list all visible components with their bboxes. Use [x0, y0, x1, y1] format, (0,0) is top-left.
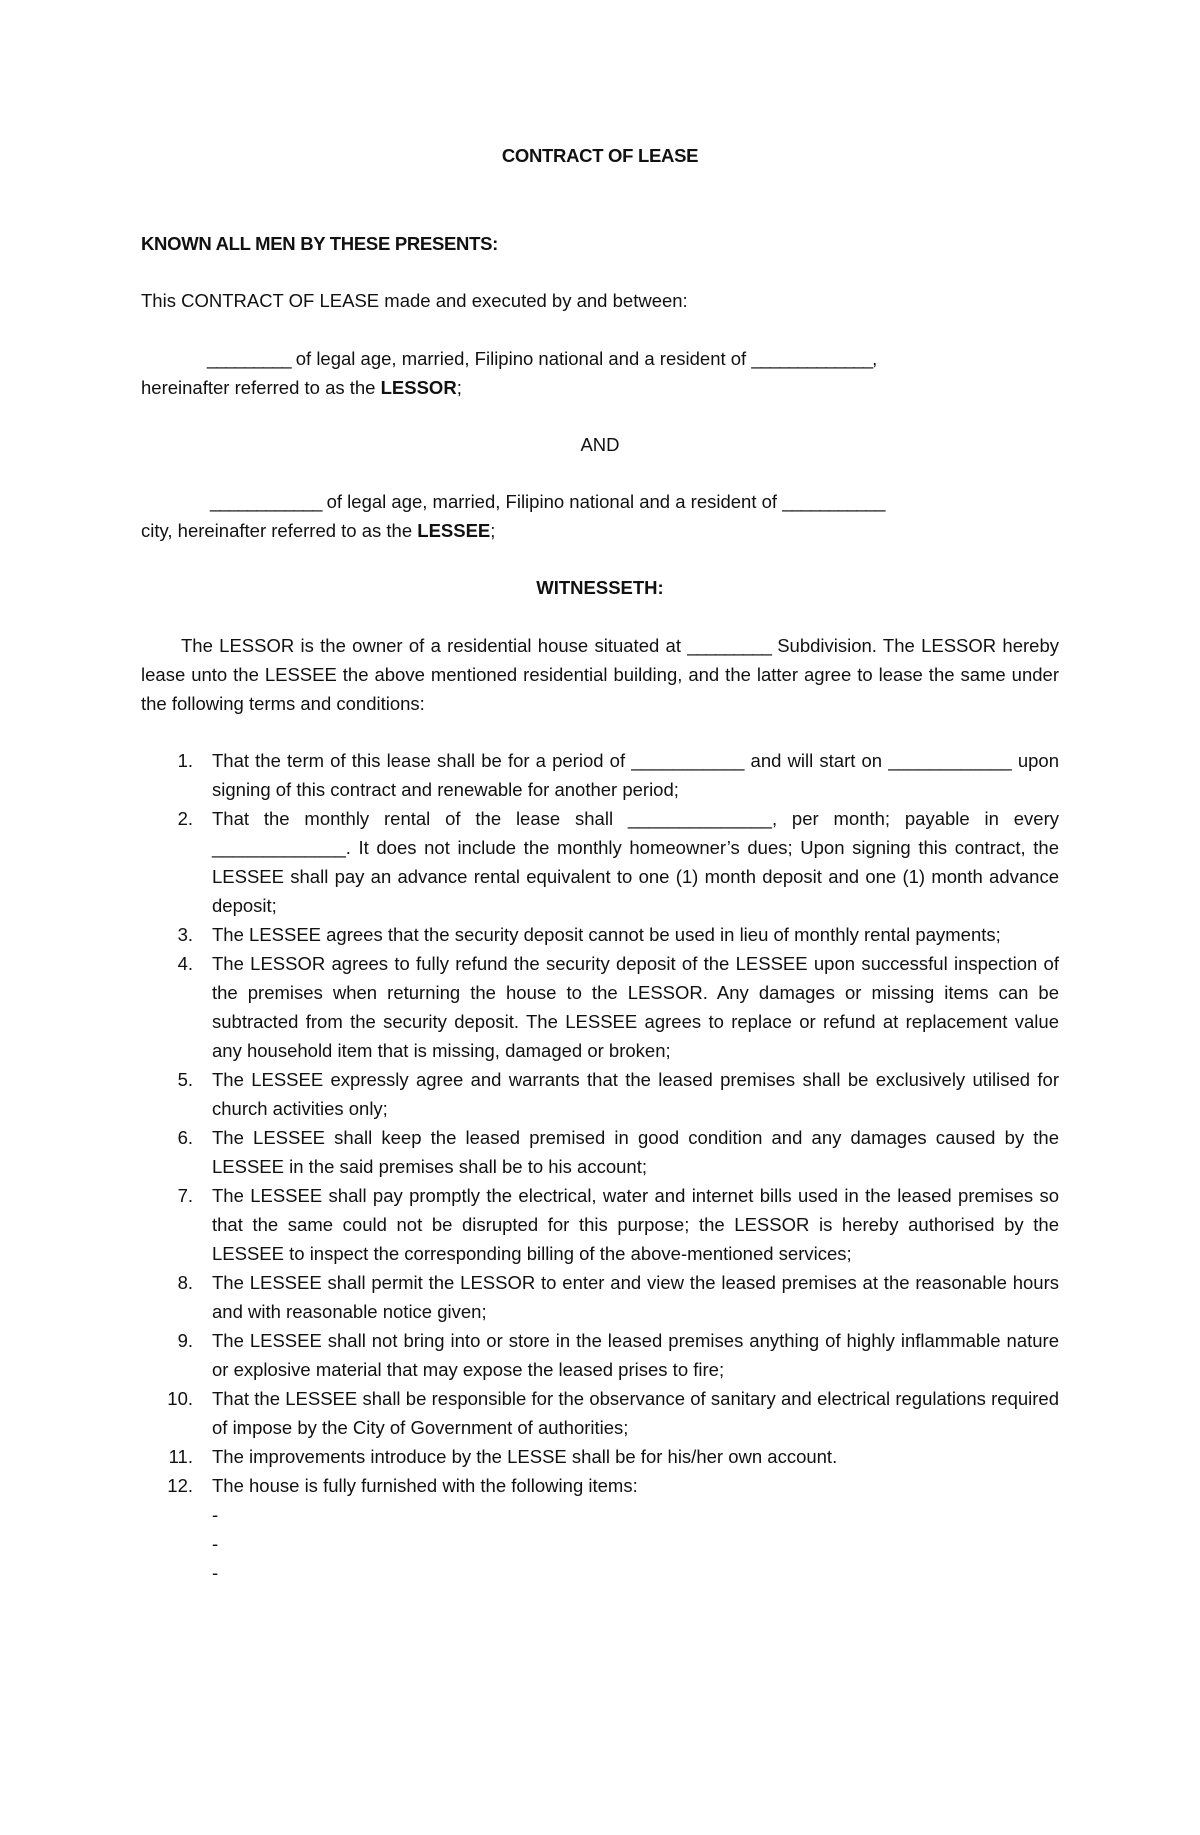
term-text: That the monthly rental of the lease shall ______________, per month; payable in every _____________. It does not include the monthly homeowner’s dues; Upon signing this contract, the LESSEE shall pay an advance rental equivalent to one (1) month deposit and one (1) month advance deposit;	[212, 808, 1059, 916]
term-text: The LESSEE shall not bring into or store in the leased premises anything of highly inflammable nature or explosive material that may expose the leased prises to fire;	[212, 1330, 1059, 1380]
lessor-role-label: LESSOR	[380, 377, 457, 398]
term-number: 12.	[167, 1475, 193, 1496]
term-item	[141, 920, 1059, 949]
witnesseth-heading: WITNESSETH:	[536, 577, 664, 598]
term-item	[141, 1181, 1059, 1268]
term-item	[141, 1442, 1059, 1471]
and-separator: AND	[580, 434, 620, 455]
lessor-party-text-line2: hereinafter referred to as the	[141, 377, 381, 398]
terms-list	[141, 746, 1059, 1587]
intro-line: This CONTRACT OF LEASE made and executed by and between:	[141, 290, 688, 311]
term-text: The LESSEE shall permit the LESSOR to enter and view the leased premises at the reasonable hours and with reasonable notice given;	[212, 1272, 1059, 1322]
term-item	[141, 1471, 1059, 1587]
term-text: The improvements introduce by the LESSE shall be for his/her own account.	[212, 1446, 838, 1467]
term-item	[141, 1384, 1059, 1442]
term-text: That the term of this lease shall be for a period of ___________ and will start on ____________ upon signing of this contract and renewable for another period;	[212, 750, 1059, 800]
term-number: 5.	[177, 1069, 193, 1090]
term-text: The LESSEE shall pay promptly the electrical, water and internet bills used in the leased premises so that the same could not be disrupted for this purpose; the LESSOR is hereby authorised by the LESSEE to inspect the corresponding billing of the above-mentioned services;	[212, 1185, 1059, 1264]
term-item	[141, 1268, 1059, 1326]
term-number: 6.	[177, 1127, 193, 1148]
lessee-party-paragraph	[141, 487, 1059, 545]
furnished-items-list	[212, 1500, 1059, 1587]
body-text-part1: The LESSOR is the owner of a residential house situated at	[181, 635, 688, 656]
term-item	[141, 1123, 1059, 1181]
term-number: 10.	[167, 1388, 193, 1409]
term-number: 11.	[168, 1446, 193, 1467]
term-item	[141, 1326, 1059, 1384]
term-text: That the LESSEE shall be responsible for the observance of sanitary and electrical regulations required of impose by the City of Government of authorities;	[212, 1388, 1059, 1438]
term-number: 8.	[177, 1272, 193, 1293]
term-number: 4.	[177, 953, 193, 974]
term-number: 9.	[177, 1330, 193, 1351]
lessor-name-blank: _________	[207, 348, 291, 369]
furnished-item: -	[212, 1533, 219, 1554]
term-item	[141, 746, 1059, 804]
body-text-part2: Subdivision. The LESSOR hereby lease unto the LESSEE the above mentioned residential building, and the latter agree to lease the same under the following terms and conditions:	[141, 635, 1059, 714]
lessee-residence-blank: ___________	[782, 491, 885, 512]
term-text: The LESSEE agrees that the security deposit cannot be used in lieu of monthly rental payments;	[212, 924, 1001, 945]
furnished-item: -	[212, 1504, 219, 1525]
term-text: The LESSEE expressly agree and warrants that the leased premises shall be exclusively utilised for church activities only;	[212, 1069, 1059, 1119]
term-number: 7.	[177, 1185, 193, 1206]
lessee-party-text-line2: city, hereinafter referred to as the	[141, 520, 418, 541]
lessor-party-text: of legal age, married, Filipino national and a resident of	[290, 348, 752, 369]
lessee-name-blank: ____________	[210, 491, 322, 512]
term-item	[141, 804, 1059, 920]
known-all-heading: KNOWN ALL MEN BY THESE PRESENTS:	[141, 233, 499, 254]
term-number: 1.	[177, 750, 193, 771]
term-number: 3.	[177, 924, 193, 945]
page-title: CONTRACT OF LEASE	[501, 145, 699, 166]
term-text: The house is fully furnished with the following items:	[212, 1475, 638, 1496]
term-item	[141, 949, 1059, 1065]
lessor-party-end: ;	[456, 377, 462, 398]
term-text: The LESSOR agrees to fully refund the security deposit of the LESSEE upon successful inspection of the premises when returning the house to the LESSOR. Any damages or missing items can be subtracted from the security deposit. The LESSEE agrees to replace or refund at replacement value any household item that is missing, damaged or broken;	[212, 953, 1059, 1061]
lessor-party-paragraph	[141, 344, 1059, 402]
location-blank: _________	[687, 635, 771, 656]
furnished-item: -	[212, 1562, 219, 1583]
term-item	[141, 1065, 1059, 1123]
lessee-party-end: ;	[490, 520, 496, 541]
term-number: 2.	[177, 808, 193, 829]
lessor-residence-blank: _____________,	[751, 348, 877, 369]
lessee-party-text: of legal age, married, Filipino national and a resident of	[321, 491, 783, 512]
lessee-role-label: LESSEE	[417, 520, 491, 541]
term-text: The LESSEE shall keep the leased premised in good condition and any damages caused by the LESSEE in the said premises shall be to his account;	[212, 1127, 1059, 1177]
property-description-paragraph	[141, 631, 1059, 718]
